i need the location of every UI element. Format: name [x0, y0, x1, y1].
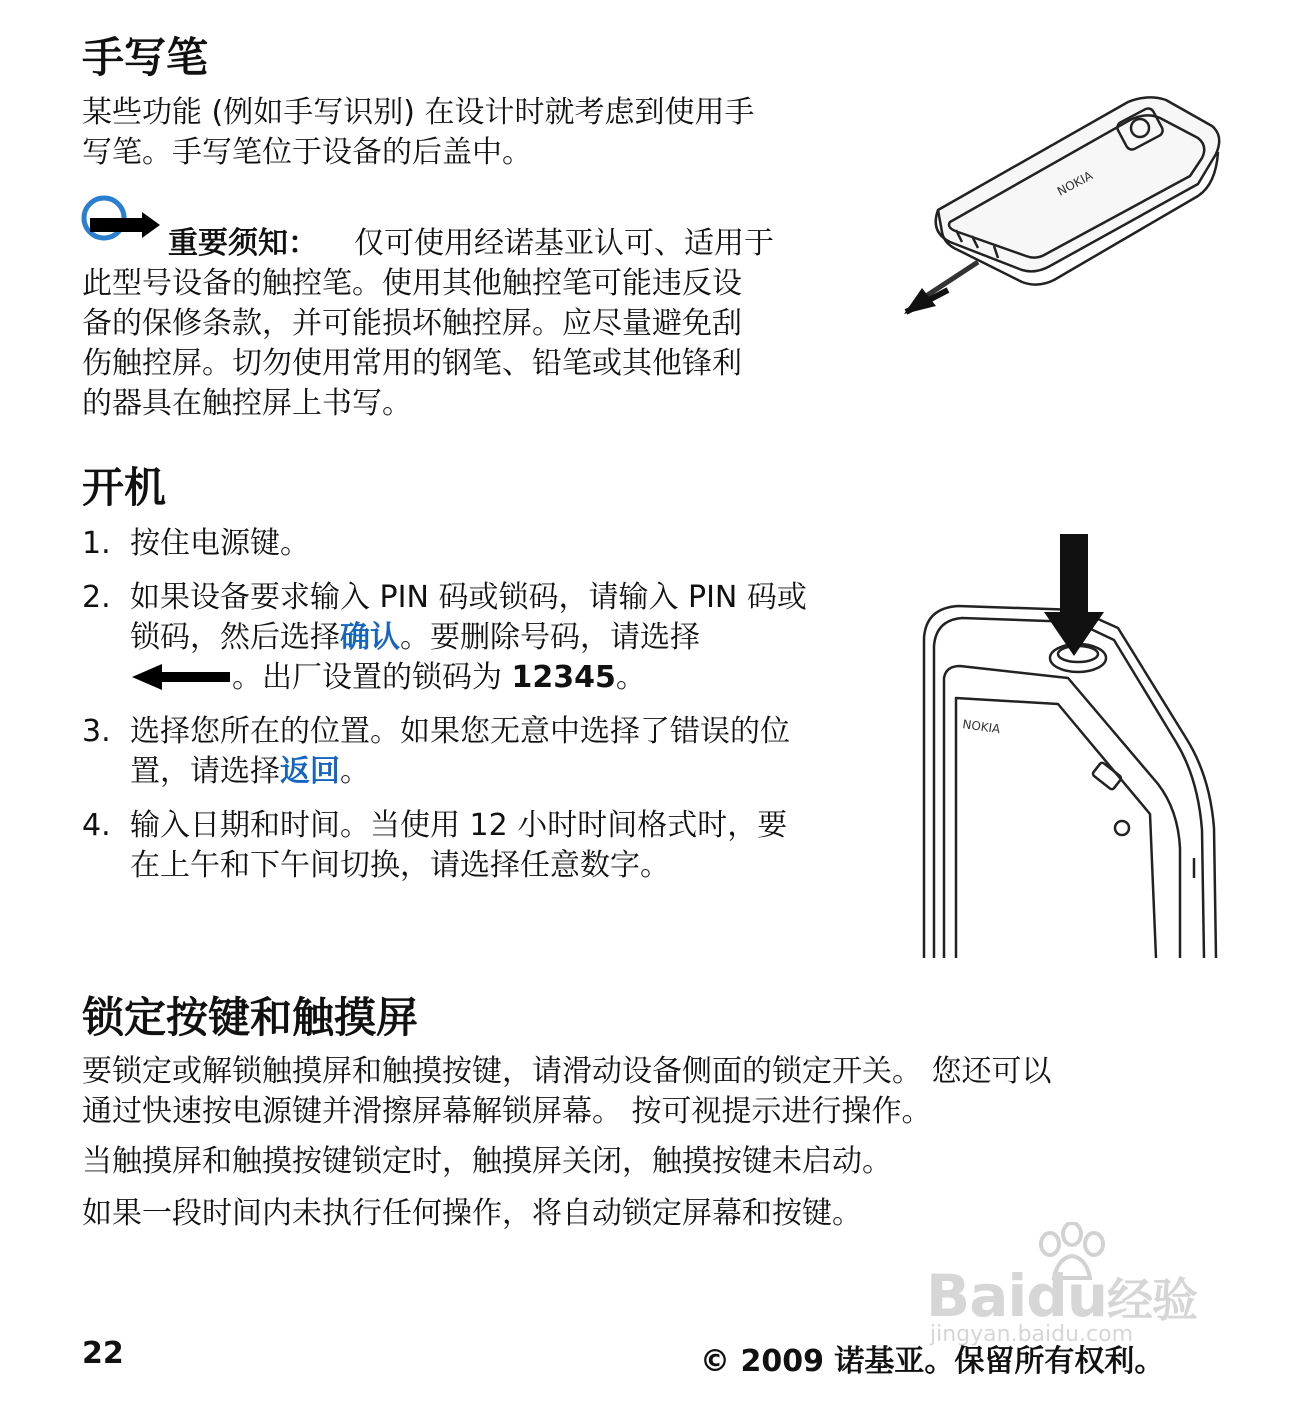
- page-number: 22: [82, 1336, 124, 1371]
- important-notice: [82, 224, 882, 424]
- notice-line-4: 伤触控屏。切勿使用常用的钢笔、铅笔或其他锋利: [82, 346, 742, 381]
- step-text-part: 置，请选择: [130, 754, 280, 789]
- step-text: 按住电源键。: [130, 526, 310, 561]
- notice-text-1: 仅可使用经诺基亚认可、适用于: [354, 226, 774, 261]
- watermark-brand-cn: 经验: [1107, 1273, 1198, 1327]
- step-4: [82, 806, 912, 886]
- step-text: 输入日期和时间。当使用 12 小时时间格式时，要: [130, 808, 788, 843]
- watermark-brand-en: Baidu: [926, 1262, 1108, 1330]
- step-text-line-3: [130, 658, 912, 698]
- step-text-part: 。出厂设置的锁码为: [232, 660, 512, 695]
- default-lock-code: 12345: [511, 660, 616, 695]
- stylus-intro: [82, 93, 902, 173]
- device-logo-back: NOKIA: [1054, 168, 1096, 199]
- step-text-line-2: [130, 618, 912, 658]
- section-title-stylus: 手写笔: [82, 33, 209, 82]
- step-3: [82, 712, 912, 792]
- step-2: [82, 578, 912, 698]
- notice-line-3: 备的保修条款，并可能损坏触控屏。应尽量避免刮: [82, 306, 742, 341]
- power-on-steps: [82, 524, 912, 900]
- copyright: © 2009 诺基亚。保留所有权利。: [700, 1344, 1165, 1379]
- notice-line-2: 此型号设备的触控笔。使用其他触控笔可能违反设: [82, 266, 742, 301]
- lock-paragraph-2: 当触摸屏和触摸按键锁定时，触摸屏关闭，触摸按键未启动。: [82, 1144, 892, 1179]
- stylus-intro-line-2: 写笔。手写笔位于设备的后盖中。: [82, 135, 532, 170]
- lock-p1-line-2: 通过快速按电源键并滑擦屏幕解锁屏幕。 按可视提示进行操作。: [82, 1094, 932, 1129]
- watermark-brand: [926, 1262, 1197, 1330]
- stylus-intro-line-1: 某些功能 (例如手写识别) 在设计时就考虑到使用手: [82, 95, 755, 130]
- watermark-url: jingyan.baidu.com: [930, 1322, 1134, 1347]
- step-text: 如果设备要求输入 PIN 码或锁码，请输入 PIN 码或: [130, 580, 807, 615]
- backspace-arrow-icon[interactable]: [130, 662, 232, 690]
- step-text-line-2: [130, 752, 912, 792]
- step-number: 2.: [82, 580, 111, 615]
- step-text-part: 。要删除号码，请选择: [400, 620, 700, 655]
- device-logo-front: NOKIA: [961, 717, 1002, 737]
- notice-line-5: 的器具在触控屏上书写。: [82, 386, 412, 421]
- section-title-lock: 锁定按键和触摸屏: [82, 993, 419, 1042]
- confirm-link[interactable]: 确认: [340, 620, 400, 655]
- step-text-part: 。: [340, 754, 370, 789]
- lock-paragraph-3: 如果一段时间内未执行任何操作，将自动锁定屏幕和按键。: [82, 1196, 862, 1231]
- device-back-stylus-illustration: [898, 92, 1228, 332]
- lock-p1-line-1: 要锁定或解锁触摸屏和触摸按键，请滑动设备侧面的锁定开关。 您还可以: [82, 1054, 1052, 1089]
- lock-paragraph-1: [82, 1052, 1232, 1132]
- step-text-line-2: 在上午和下午间切换，请选择任意数字。: [130, 848, 670, 883]
- notice-label: 重要须知：: [168, 226, 318, 261]
- step-text-part: 。: [615, 660, 646, 695]
- back-link[interactable]: 返回: [280, 754, 340, 789]
- notice-line-1: [82, 224, 882, 264]
- step-1: [82, 524, 912, 564]
- section-title-power-on: 开机: [82, 463, 167, 512]
- step-text: 选择您所在的位置。如果您无意中选择了错误的位: [130, 714, 790, 749]
- step-number: 3.: [82, 714, 111, 749]
- step-number: 1.: [82, 526, 111, 561]
- step-number: 4.: [82, 808, 111, 843]
- step-text-part: 锁码，然后选择: [130, 620, 340, 655]
- device-power-key-illustration: [918, 528, 1228, 960]
